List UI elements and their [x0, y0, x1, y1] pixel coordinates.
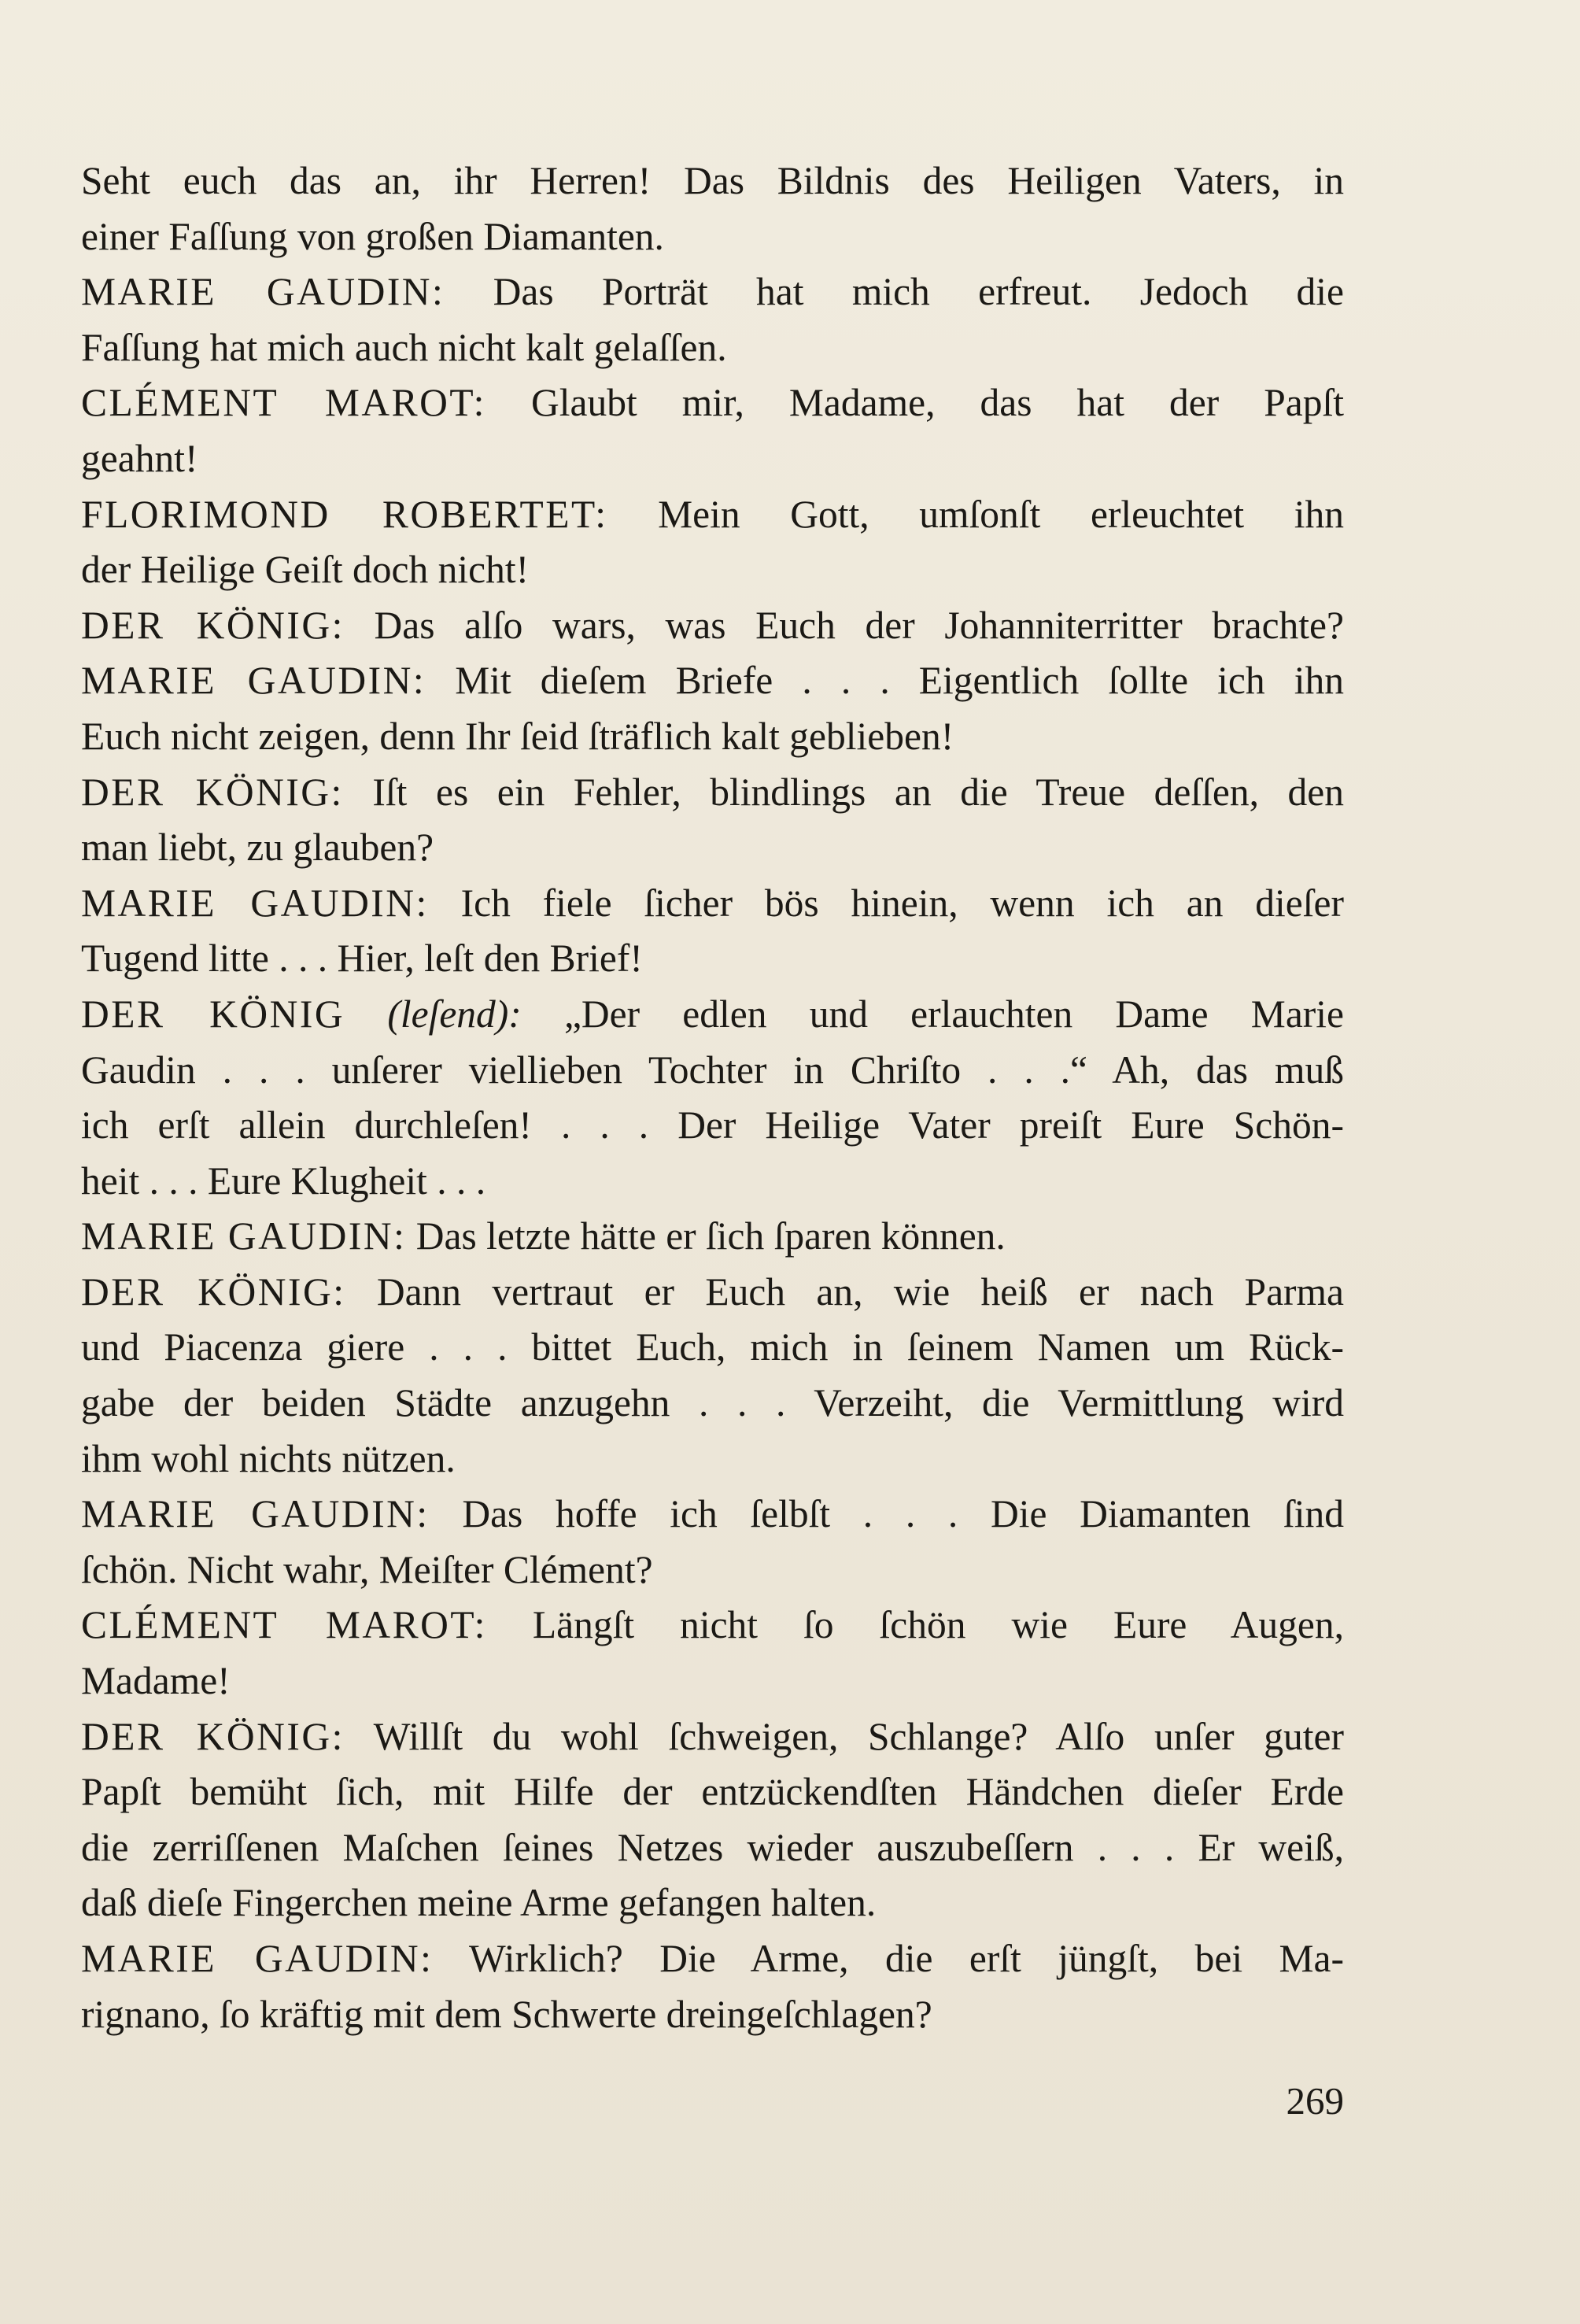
text-line-6: geahnt!	[81, 436, 198, 480]
speaker-name: MARIE GAUDIN:	[81, 881, 429, 925]
text-line-32: daß dieſe Fingerchen meine Arme gefangen halten.	[81, 1881, 877, 1925]
text-line-31: die zerriſſenen Maſchen ſeines Netzes wieder auszubeſſern . . . Er weiß,	[81, 1825, 1344, 1869]
text-line-14: MARIE GAUDIN: Ich fiele ſicher bös hinein, wenn ich an dieſer	[81, 881, 1344, 925]
text-line-19: heit . . . Eure Klugheit . . .	[81, 1158, 486, 1203]
text-line-7: FLORIMOND ROBERTET: Mein Gott, umſonſt erleuchtet ihn	[81, 492, 1344, 536]
text-line-8: der Heilige Geiſt doch nicht!	[81, 548, 530, 592]
text-line-18: ich erſt allein durchleſen! . . . Der Heilige Vater preiſt Eure Schön-	[81, 1103, 1344, 1147]
text-line-15: Tugend litte . . . Hier, leſt den Brief!	[81, 937, 643, 981]
speaker-name: DER KÖNIG:	[81, 1714, 345, 1758]
text-line-20: MARIE GAUDIN: Das letzte hätte er ſich ſparen können.	[81, 1214, 1006, 1258]
speaker-name: DER KÖNIG:	[81, 770, 344, 814]
text-line-33: MARIE GAUDIN: Wirklich? Die Arme, die erſt jüngſt, bei Ma-	[81, 1937, 1344, 1980]
text-line-28: Madame!	[81, 1659, 231, 1703]
speaker-name: CLÉMENT MAROT:	[81, 1603, 487, 1647]
text-line-5: CLÉMENT MAROT: Glaubt mir, Madame, das hat der Papſt	[81, 381, 1345, 425]
speaker-name: MARIE GAUDIN:	[81, 270, 445, 314]
text-line-34: rignano, ſo kräftig mit dem Schwerte dreingeſchlagen?	[81, 1992, 932, 2036]
stage-direction: (leſend):	[387, 992, 522, 1036]
speaker-name: CLÉMENT MAROT:	[81, 381, 486, 425]
speaker-name: MARIE GAUDIN:	[81, 1214, 407, 1258]
speaker-name: DER KÖNIG	[81, 992, 345, 1036]
text-line-23: gabe der beiden Städte anzugehn . . . Verzeiht, die Vermittlung wird	[81, 1381, 1344, 1425]
speaker-name: FLORIMOND ROBERTET:	[81, 492, 608, 536]
text-line-26: ſchön. Nicht wahr, Meiſter Clément?	[81, 1547, 653, 1591]
text-line-2: einer Faſſung von großen Diamanten.	[81, 214, 664, 258]
text-line-4: Faſſung hat mich auch nicht kalt gelaſſen.	[81, 325, 727, 369]
text-line-21: DER KÖNIG: Dann vertraut er Euch an, wie heiß er nach Parma	[81, 1269, 1345, 1313]
speaker-name: MARIE GAUDIN:	[81, 1492, 430, 1536]
text-line-11: Euch nicht zeigen, denn Ihr ſeid ſträflich kalt geblieben!	[81, 714, 954, 758]
speaker-name: MARIE GAUDIN:	[81, 659, 426, 703]
text-line-29: DER KÖNIG: Willſt du wohl ſchweigen, Schlange? Alſo unſer guter	[81, 1714, 1344, 1758]
page-number: 269	[1286, 2079, 1344, 2123]
text-line-12: DER KÖNIG: Iſt es ein Fehler, blindlings an die Treue deſſen, den	[81, 770, 1344, 814]
text-line-1: Seht euch das an, ihr Herren! Das Bildnis des Heiligen Vaters, in	[81, 159, 1344, 202]
text-line-25: MARIE GAUDIN: Das hoffe ich ſelbſt . . . Die Diamanten ſind	[81, 1492, 1344, 1536]
speaker-name: DER KÖNIG:	[81, 603, 345, 647]
text-line-27: CLÉMENT MAROT: Längſt nicht ſo ſchön wie Eure Augen,	[81, 1603, 1345, 1647]
text-line-10: MARIE GAUDIN: Mit dieſem Briefe . . . Eigentlich ſollte ich ihn	[81, 659, 1344, 703]
text-line-24: ihm wohl nichts nützen.	[81, 1436, 456, 1480]
text-line-30: Papſt bemüht ſich, mit Hilfe der entzückendſten Händchen dieſer Erde	[81, 1770, 1344, 1814]
text-line-16: DER KÖNIG (leſend): „Der edlen und erlauchten Dame Marie	[81, 992, 1344, 1036]
text-line-13: man liebt, zu glauben?	[81, 826, 434, 870]
speaker-name: MARIE GAUDIN:	[81, 1937, 434, 1980]
text-block	[81, 153, 1344, 2042]
text-line-17: Gaudin . . . unſerer viellieben Tochter in Chriſto . . .“ Ah, das muß	[81, 1047, 1344, 1092]
text-line-22: und Piacenza giere . . . bittet Euch, mich in ſeinem Namen um Rück-	[81, 1325, 1344, 1369]
text-line-3: MARIE GAUDIN: Das Porträt hat mich erfreut. Jedoch die	[81, 270, 1344, 314]
text-line-9: DER KÖNIG: Das alſo wars, was Euch der Johanniterritter brachte?	[81, 603, 1345, 647]
speaker-name: DER KÖNIG:	[81, 1269, 346, 1313]
